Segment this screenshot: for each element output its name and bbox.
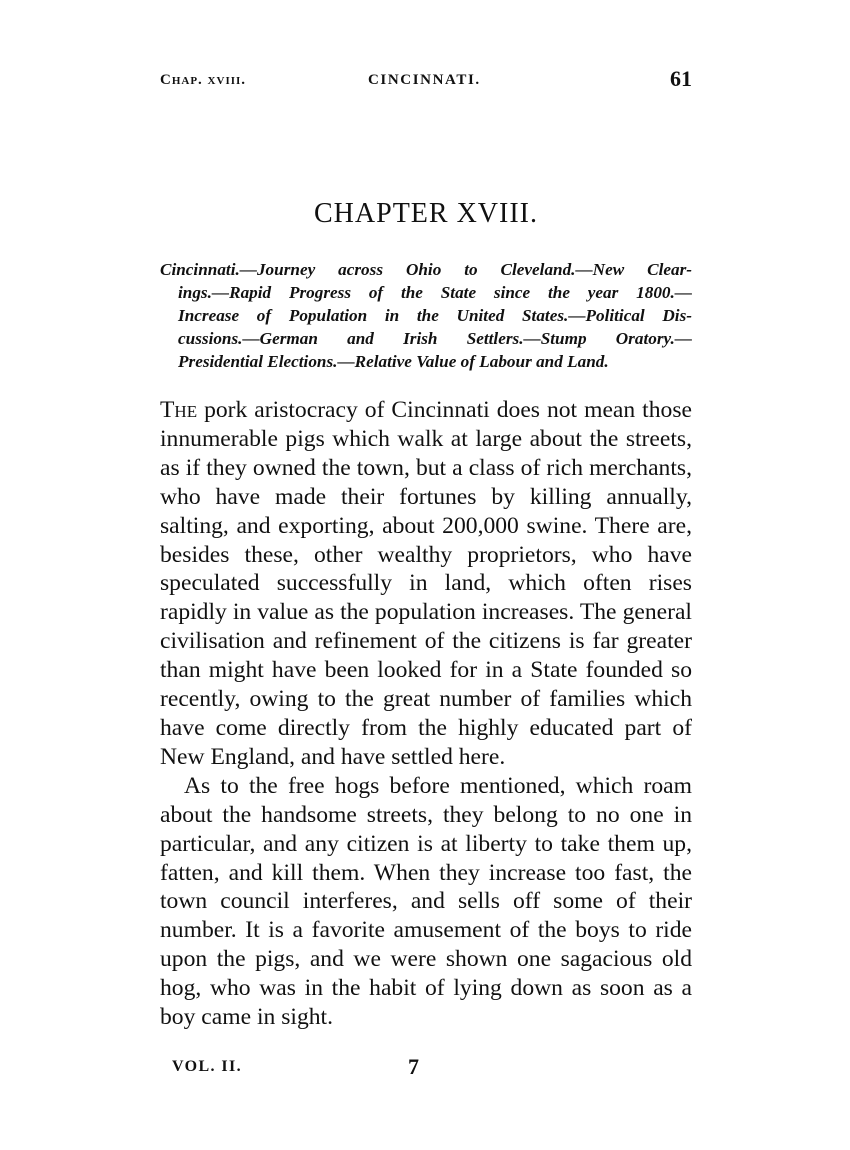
running-head-title: CINCINNATI. — [368, 72, 481, 88]
signature-number: 7 — [408, 1054, 419, 1079]
running-head — [160, 66, 692, 96]
body-text — [160, 396, 692, 1032]
chapter-summary — [160, 258, 692, 373]
running-head-chapter: Chap. xviii. — [160, 72, 247, 88]
paragraph: As to the free hogs before mentioned, which roam about the handsome streets, they belong to no one in particular, and any citizen is at liberty to take them up, fatten, and kill them. When they increase too fast, the town council interferes, and sells off some of their number. It is a favorite amusement of the boys to ride upon the pigs, and we were shown one sagacious old hog, who was in the habit of lying down as soon as a boy came in sight. — [160, 772, 692, 1031]
page-number: 61 — [670, 66, 692, 91]
opening-word: The — [160, 397, 198, 423]
paragraph — [160, 396, 692, 772]
summary-line: Presidential Elections.—Relative Value of Labour and Land. — [178, 352, 609, 371]
volume-signature: VOL. II. — [172, 1058, 243, 1075]
summary-line: Increase of Population in the United States.—Political Dis- — [178, 306, 692, 325]
summary-line: cussions.—German and Irish Settlers.—Stump Oratory.— — [178, 329, 692, 348]
chapter-title: CHAPTER XVIII. — [314, 198, 538, 229]
summary-line: Cincinnati.—Journey across Ohio to Cleveland.—New Clear- — [160, 260, 692, 279]
summary-line: ings.—Rapid Progress of the State since the year 1800.— — [178, 283, 692, 302]
page-footer — [160, 1054, 692, 1082]
paragraph-text: pork aristocracy of Cincinnati does not mean those innumerable pigs which walk at large about the streets, as if they owned the town, but a class of rich merchants, who have made their fortunes by killing annually, salting, and exporting, about 200,000 swine. There are, besides these, other wealthy proprietors, who have speculated successfully in land, which often rises rapidly in value as the population increases. The general civilisation and refinement of the citizens is far greater than might have been looked for in a State founded so recently, owing to the great number of families which have come directly from the highly educated part of New England, and have settled here. — [160, 397, 692, 770]
